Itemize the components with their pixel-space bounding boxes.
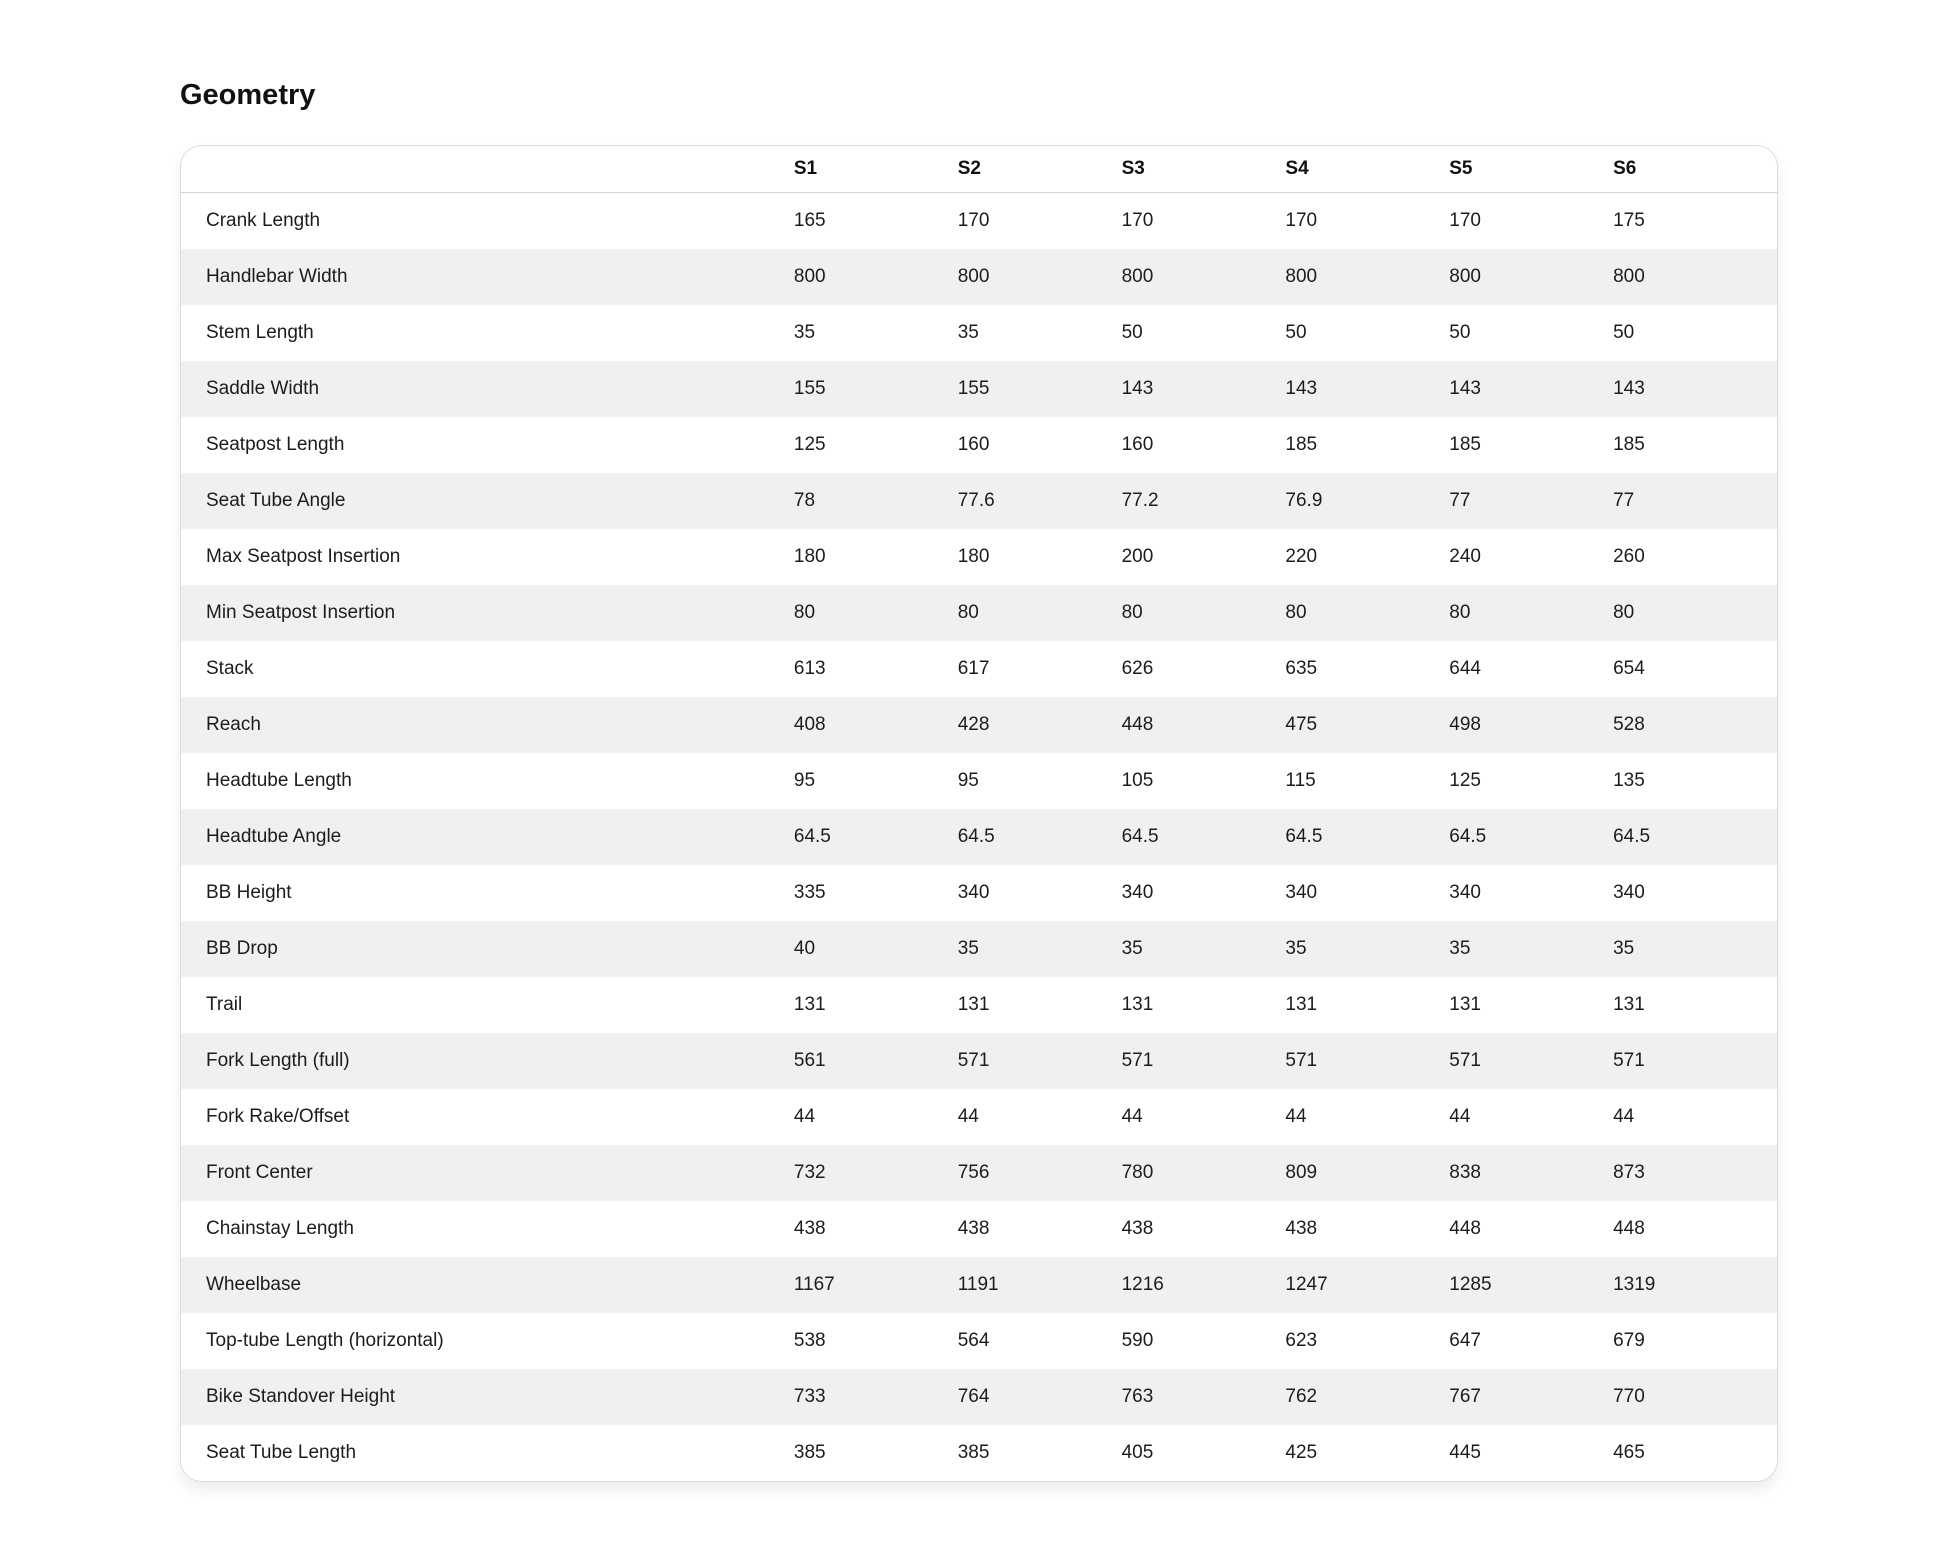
row-value: 131 xyxy=(1121,994,1154,1015)
row-value: 654 xyxy=(1613,658,1645,679)
row-value: 170 xyxy=(1121,210,1154,231)
row-value: 44 xyxy=(957,1106,979,1127)
row-value: 679 xyxy=(1613,1330,1645,1351)
row-value: 800 xyxy=(1121,266,1154,287)
row-value: 240 xyxy=(1449,546,1481,567)
row-label: Headtube Angle xyxy=(206,826,342,847)
row-value: 135 xyxy=(1613,770,1645,791)
row-value: 44 xyxy=(1613,1106,1635,1127)
row-value: 80 xyxy=(1613,602,1635,623)
row-value: 180 xyxy=(793,546,826,567)
row-value: 1247 xyxy=(1285,1274,1328,1295)
row-value: 438 xyxy=(957,1218,990,1239)
row-value: 438 xyxy=(1285,1218,1318,1239)
row-label: Fork Rake/Offset xyxy=(206,1106,350,1127)
geometry-table-body xyxy=(181,193,1777,1481)
row-value: 115 xyxy=(1285,770,1316,791)
row-label: Min Seatpost Insertion xyxy=(206,602,396,623)
row-value: 1285 xyxy=(1449,1274,1492,1295)
row-value: 644 xyxy=(1449,658,1481,679)
row-value: 571 xyxy=(1285,1050,1318,1071)
row-label: BB Drop xyxy=(206,938,278,959)
row-value: 340 xyxy=(957,882,990,903)
page-title: Geometry xyxy=(180,79,316,111)
row-value: 35 xyxy=(1613,938,1635,959)
column-header-s6: S6 xyxy=(1613,146,1777,193)
row-value: 44 xyxy=(1449,1106,1471,1127)
row-value: 571 xyxy=(957,1050,990,1071)
row-value: 143 xyxy=(1285,378,1318,399)
table-row xyxy=(181,193,1777,249)
table-row xyxy=(181,1369,1777,1425)
row-value: 143 xyxy=(1121,378,1154,399)
table-row xyxy=(181,1201,1777,1257)
table-row xyxy=(181,1257,1777,1313)
row-value: 800 xyxy=(1285,266,1318,287)
row-value: 35 xyxy=(1285,938,1307,959)
row-value: 35 xyxy=(1121,938,1143,959)
row-value: 498 xyxy=(1449,714,1481,735)
row-label: Seat Tube Length xyxy=(206,1442,357,1463)
row-value: 385 xyxy=(793,1442,826,1463)
row-value: 160 xyxy=(1121,434,1154,455)
row-value: 50 xyxy=(1121,322,1143,343)
row-value: 448 xyxy=(1449,1218,1481,1239)
row-value: 220 xyxy=(1285,546,1318,567)
header-spacer xyxy=(181,146,794,193)
row-label: Stem Length xyxy=(206,322,314,343)
geometry-table-card xyxy=(180,145,1778,1482)
row-value: 131 xyxy=(1449,994,1481,1015)
row-value: 425 xyxy=(1285,1442,1318,1463)
row-value: 77.6 xyxy=(957,490,995,511)
row-value: 64.5 xyxy=(1613,826,1651,847)
row-value: 77.2 xyxy=(1121,490,1159,511)
row-value: 528 xyxy=(1613,714,1645,735)
row-value: 732 xyxy=(793,1162,826,1183)
row-value: 340 xyxy=(1449,882,1481,903)
row-value: 64.5 xyxy=(1449,826,1487,847)
row-value: 770 xyxy=(1613,1386,1645,1407)
row-value: 571 xyxy=(1449,1050,1481,1071)
table-row xyxy=(181,473,1777,529)
table-row xyxy=(181,529,1777,585)
table-row xyxy=(181,417,1777,473)
table-row xyxy=(181,641,1777,697)
row-label: Stack xyxy=(206,658,254,679)
geometry-table xyxy=(181,146,1777,1481)
row-value: 80 xyxy=(957,602,979,623)
row-value: 95 xyxy=(793,770,816,791)
row-value: 1319 xyxy=(1613,1274,1656,1295)
row-value: 170 xyxy=(1285,210,1318,231)
row-value: 143 xyxy=(1613,378,1645,399)
row-value: 613 xyxy=(793,658,826,679)
row-value: 764 xyxy=(957,1386,990,1407)
table-row xyxy=(181,921,1777,977)
row-value: 76.9 xyxy=(1285,490,1323,511)
row-label: Crank Length xyxy=(206,210,321,231)
row-label: Seatpost Length xyxy=(206,434,345,455)
row-value: 571 xyxy=(1121,1050,1154,1071)
row-value: 571 xyxy=(1613,1050,1645,1071)
table-row xyxy=(181,305,1777,361)
row-label: Fork Length (full) xyxy=(206,1050,350,1071)
header-row xyxy=(181,146,1777,193)
table-row xyxy=(181,361,1777,417)
row-value: 767 xyxy=(1449,1386,1481,1407)
row-value: 50 xyxy=(1613,322,1635,343)
row-value: 762 xyxy=(1285,1386,1318,1407)
row-label: Trail xyxy=(206,994,243,1015)
row-value: 800 xyxy=(957,266,990,287)
row-value: 538 xyxy=(793,1330,826,1351)
row-value: 561 xyxy=(793,1050,826,1071)
row-value: 80 xyxy=(1121,602,1143,623)
row-value: 733 xyxy=(793,1386,826,1407)
row-label: Saddle Width xyxy=(206,378,320,399)
row-value: 405 xyxy=(1121,1442,1154,1463)
row-value: 175 xyxy=(1613,210,1645,231)
row-value: 170 xyxy=(957,210,990,231)
row-value: 438 xyxy=(793,1218,826,1239)
row-value: 448 xyxy=(1613,1218,1645,1239)
row-value: 340 xyxy=(1613,882,1645,903)
row-value: 64.5 xyxy=(793,826,831,847)
table-row xyxy=(181,697,1777,753)
row-value: 763 xyxy=(1121,1386,1154,1407)
row-value: 185 xyxy=(1449,434,1481,455)
row-value: 626 xyxy=(1121,658,1154,679)
row-value: 200 xyxy=(1121,546,1154,567)
row-value: 78 xyxy=(793,490,816,511)
row-value: 408 xyxy=(793,714,826,735)
row-value: 80 xyxy=(1449,602,1471,623)
row-label: Headtube Length xyxy=(206,770,352,791)
row-value: 809 xyxy=(1285,1162,1318,1183)
row-value: 780 xyxy=(1121,1162,1154,1183)
row-value: 165 xyxy=(793,210,826,231)
column-header-s2: S2 xyxy=(958,146,1122,193)
row-label: Seat Tube Angle xyxy=(206,490,346,511)
row-value: 131 xyxy=(957,994,990,1015)
row-value: 155 xyxy=(793,378,826,399)
row-value: 95 xyxy=(957,770,979,791)
row-value: 1216 xyxy=(1121,1274,1164,1295)
row-value: 44 xyxy=(1121,1106,1143,1127)
column-header-s3: S3 xyxy=(1122,146,1286,193)
row-value: 50 xyxy=(1285,322,1307,343)
row-value: 438 xyxy=(1121,1218,1154,1239)
row-label: Bike Standover Height xyxy=(206,1386,396,1407)
row-value: 800 xyxy=(793,266,826,287)
table-row xyxy=(181,1089,1777,1145)
row-value: 448 xyxy=(1121,714,1154,735)
row-value: 131 xyxy=(1613,994,1645,1015)
row-value: 428 xyxy=(957,714,990,735)
geometry-section xyxy=(180,0,1778,1482)
table-header xyxy=(181,146,1777,193)
row-value: 80 xyxy=(793,602,816,623)
table-row xyxy=(181,1425,1777,1481)
row-value: 340 xyxy=(1121,882,1154,903)
row-value: 445 xyxy=(1449,1442,1481,1463)
row-value: 1167 xyxy=(793,1274,835,1295)
row-value: 131 xyxy=(1285,994,1318,1015)
row-value: 180 xyxy=(957,546,990,567)
row-value: 35 xyxy=(793,322,816,343)
row-value: 77 xyxy=(1449,490,1471,511)
table-row xyxy=(181,865,1777,921)
row-label: Reach xyxy=(206,714,261,735)
row-value: 564 xyxy=(957,1330,990,1351)
column-header-s5: S5 xyxy=(1449,146,1613,193)
row-value: 125 xyxy=(793,434,826,455)
row-value: 44 xyxy=(1285,1106,1307,1127)
row-value: 756 xyxy=(957,1162,990,1183)
column-header-s4: S4 xyxy=(1285,146,1449,193)
row-label: Chainstay Length xyxy=(206,1218,354,1239)
row-value: 155 xyxy=(957,378,990,399)
table-row xyxy=(181,753,1777,809)
row-value: 800 xyxy=(1613,266,1645,287)
row-label: Front Center xyxy=(206,1162,313,1183)
row-label: Top-tube Length (horizontal) xyxy=(206,1330,444,1351)
row-value: 385 xyxy=(957,1442,990,1463)
row-value: 80 xyxy=(1285,602,1307,623)
row-label: Wheelbase xyxy=(206,1274,302,1295)
row-label: Max Seatpost Insertion xyxy=(206,546,401,567)
row-value: 800 xyxy=(1449,266,1481,287)
row-value: 1191 xyxy=(957,1274,999,1295)
table-row xyxy=(181,1313,1777,1369)
row-label: Handlebar Width xyxy=(206,266,348,287)
row-value: 160 xyxy=(957,434,990,455)
row-value: 475 xyxy=(1285,714,1318,735)
row-value: 143 xyxy=(1449,378,1481,399)
row-label: BB Height xyxy=(206,882,292,903)
row-value: 590 xyxy=(1121,1330,1154,1351)
row-value: 185 xyxy=(1613,434,1645,455)
row-value: 838 xyxy=(1449,1162,1481,1183)
table-row xyxy=(181,1033,1777,1089)
row-value: 617 xyxy=(957,658,990,679)
row-value: 64.5 xyxy=(957,826,995,847)
row-value: 340 xyxy=(1285,882,1318,903)
column-header-s1: S1 xyxy=(794,146,958,193)
row-value: 873 xyxy=(1613,1162,1645,1183)
table-row xyxy=(181,585,1777,641)
row-value: 185 xyxy=(1285,434,1318,455)
row-value: 35 xyxy=(957,322,979,343)
table-row xyxy=(181,809,1777,865)
row-value: 50 xyxy=(1449,322,1471,343)
row-value: 647 xyxy=(1449,1330,1481,1351)
row-value: 35 xyxy=(957,938,979,959)
row-value: 77 xyxy=(1613,490,1635,511)
table-row xyxy=(181,1145,1777,1201)
row-value: 125 xyxy=(1449,770,1481,791)
row-value: 35 xyxy=(1449,938,1471,959)
row-value: 40 xyxy=(793,938,816,959)
row-value: 64.5 xyxy=(1121,826,1159,847)
table-row xyxy=(181,249,1777,305)
row-value: 64.5 xyxy=(1285,826,1323,847)
row-value: 105 xyxy=(1121,770,1154,791)
row-value: 170 xyxy=(1449,210,1481,231)
row-value: 44 xyxy=(793,1106,816,1127)
row-value: 465 xyxy=(1613,1442,1645,1463)
row-value: 623 xyxy=(1285,1330,1318,1351)
row-value: 335 xyxy=(793,882,826,903)
row-value: 131 xyxy=(793,994,826,1015)
row-value: 260 xyxy=(1613,546,1645,567)
row-value: 635 xyxy=(1285,658,1318,679)
table-row xyxy=(181,977,1777,1033)
